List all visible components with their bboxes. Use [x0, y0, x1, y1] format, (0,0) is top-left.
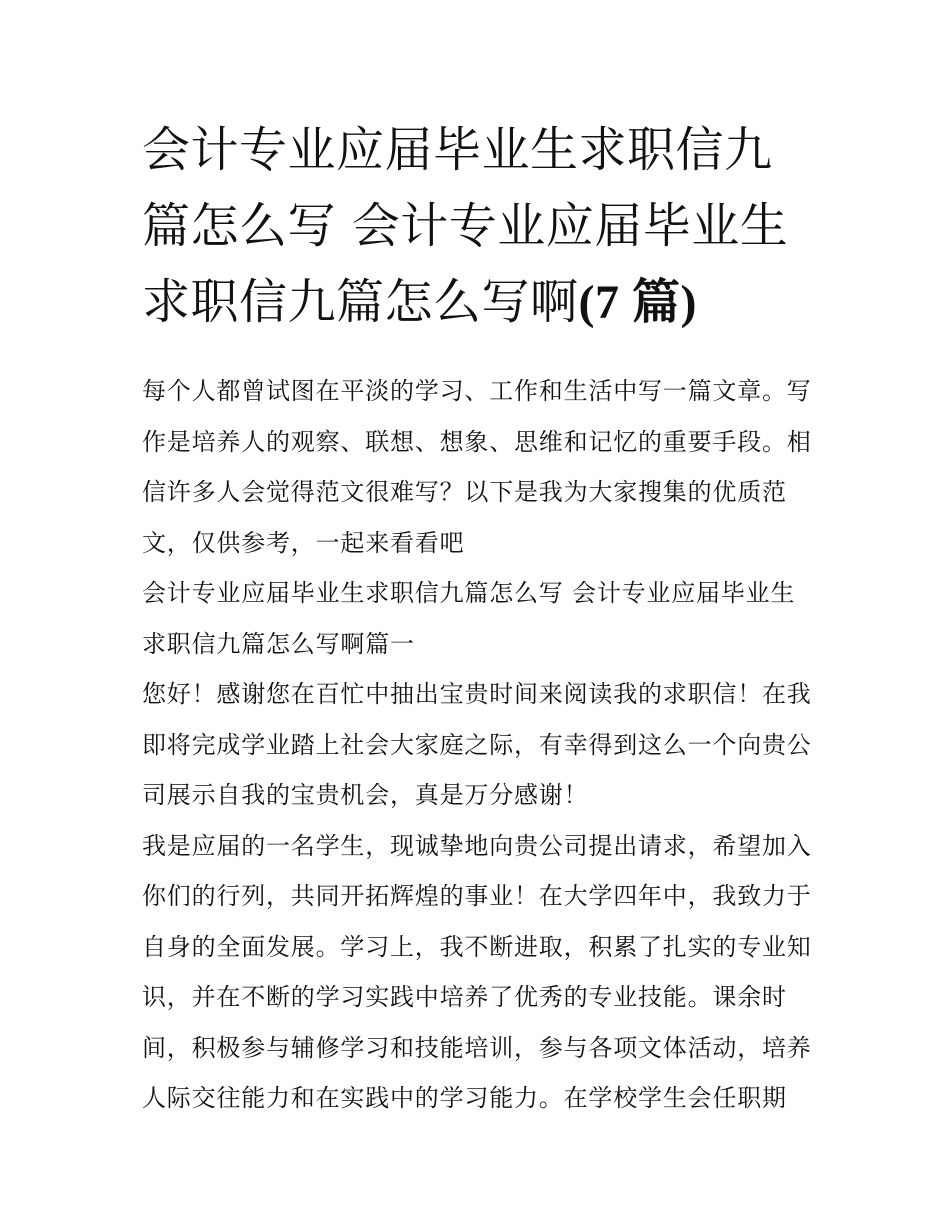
document-title-count: (7 篇)	[578, 276, 697, 329]
greeting-paragraph: 您好！感谢您在百忙中抽出宝贵时间来阅读我的求职信！在我即将完成学业踏上社会大家庭之际，有幸得到这么一个向贵公司展示自我的宝贵机会，真是万分感谢！	[142, 680, 812, 809]
document-body	[142, 366, 817, 1124]
body-paragraph: 我是应届的一名学生，现诚挚地向贵公司提出请求，希望加入你们的行列，共同开拓辉煌的事业！在大学四年中，我致力于自身的全面发展。学习上，我不断进取，积累了扎实的专业知识，并在不断的学习实践中培养了优秀的专业技能。课余时间，积极参与辅修学习和技能培训，参与各项文体活动，培养人际交往能力和在实践中的学习能力。在学校学生会任职期	[142, 831, 812, 1112]
document-title	[142, 112, 817, 341]
section-heading: 会计专业应届毕业生求职信九篇怎么写 会计专业应届毕业生求职信九篇怎么写啊篇一	[142, 579, 796, 658]
intro-paragraph: 每个人都曾试图在平淡的学习、工作和生活中写一篇文章。写作是培养人的观察、联想、想象、思维和记忆的重要手段。相信许多人会觉得范文很难写？以下是我为大家搜集的优质范文，仅供参考，一起来看看吧	[142, 377, 812, 557]
document-page	[142, 112, 817, 1124]
document-title-text: 会计专业应届毕业生求职信九篇怎么写 会计专业应届毕业生求职信九篇怎么写啊	[142, 122, 789, 330]
